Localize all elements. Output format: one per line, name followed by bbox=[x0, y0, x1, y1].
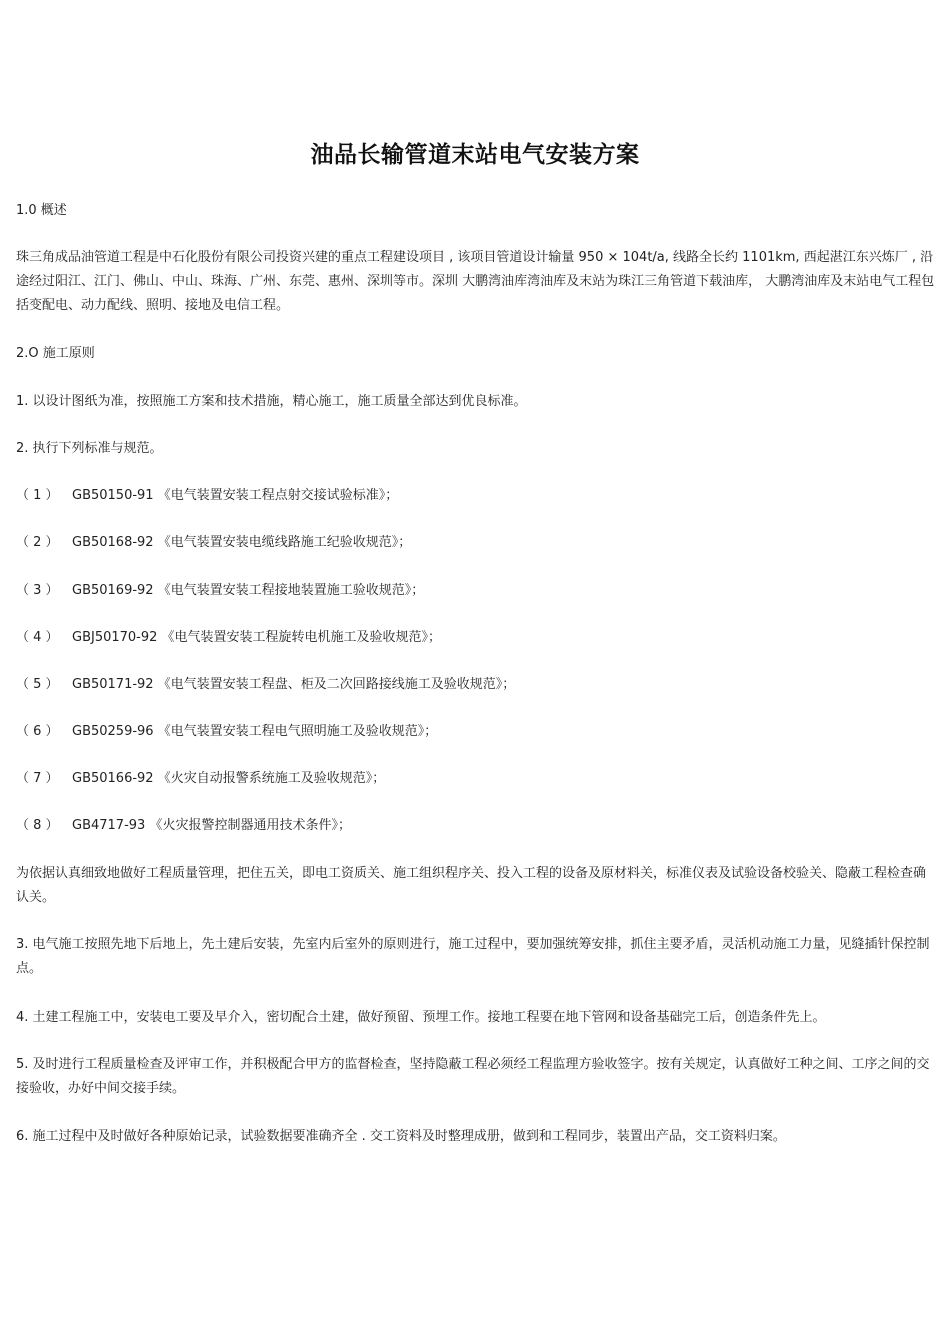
standard-item bbox=[16, 720, 936, 744]
standard-number: （ 2 ） bbox=[16, 535, 59, 550]
standard-number: （ 4 ） bbox=[16, 630, 59, 645]
standard-text: GBJ50170-92 《电气装置安装工程旋转电机施工及验收规范》； bbox=[72, 630, 442, 645]
section-1-body: 珠三角成品油管道工程是中石化股份有限公司投资兴建的重点工程建设项目 , 该项目管道设计输量 950 × 104t/a, 线路全长约 1101km, 西起湛江东兴炼厂 , 沿途经过阳江、江门、佛山、中山、珠海、广州、东莞、惠州、深圳等市。深圳 大鹏湾油库湾油库及末站为珠江三角管道下载油库， 大鹏湾油库及末站电气工程包括变配电、动力配线、照明、接地及电信工程。 bbox=[16, 250, 935, 313]
standard-number: （ 7 ） bbox=[16, 771, 59, 786]
standard-item bbox=[16, 814, 936, 838]
document-title: 油品长输管道末站电气安装方案 bbox=[310, 142, 640, 168]
standard-number: （ 1 ） bbox=[16, 488, 59, 503]
standard-number: （ 3 ） bbox=[16, 583, 59, 598]
quality-management-note: 为依据认真细致地做好工程质量管理，把住五关，即电工资质关、施工组织程序关、投入工程的设备及原材料关，标准仪表及试验设备校验关、隐蔽工程检查确认关。 bbox=[16, 866, 927, 905]
standard-text: GB50171-92 《电气装置安装工程盘、柜及二次回路接线施工及验收规范》； bbox=[72, 677, 516, 692]
section-1-heading: 1.0 概述 bbox=[16, 203, 67, 218]
standard-item bbox=[16, 579, 936, 603]
principle-1: 1. 以设计图纸为准，按照施工方案和技术措施，精心施工，施工质量全部达到优良标准。 bbox=[16, 394, 527, 409]
standard-item bbox=[16, 626, 936, 650]
section-2-heading: 2.O 施工原则 bbox=[16, 346, 95, 361]
standard-number: （ 8 ） bbox=[16, 818, 59, 833]
standard-item bbox=[16, 673, 936, 697]
principle-2: 2. 执行下列标准与规范。 bbox=[16, 441, 163, 456]
standard-text: GB50168-92 《电气装置安装电缆线路施工纪验收规范》； bbox=[72, 535, 412, 550]
principle-4: 4. 土建工程施工中，安装电工要及早介入，密切配合土建，做好预留、预埋工作。接地工程要在地下管网和设备基础完工后，创造条件先上。 bbox=[16, 1010, 826, 1025]
standard-number: （ 5 ） bbox=[16, 677, 59, 692]
standard-number: （ 6 ） bbox=[16, 724, 59, 739]
principle-5: 5. 及时进行工程质量检查及评审工作，并积极配合甲方的监督检查，坚持隐蔽工程必须经工程监理方验收签字。按有关规定，认真做好工种之间、工序之间的交接验收，办好中间交接手续。 bbox=[16, 1057, 930, 1096]
standard-text: GB4717-93 《火灾报警控制器通用技术条件》； bbox=[72, 818, 351, 833]
standard-item bbox=[16, 531, 936, 555]
standard-text: GB50169-92 《电气装置安装工程接地装置施工验收规范》； bbox=[72, 583, 425, 598]
standard-text: GB50259-96 《电气装置安装工程电气照明施工及验收规范》； bbox=[72, 724, 438, 739]
standard-item bbox=[16, 767, 936, 791]
principle-6: 6. 施工过程中及时做好各种原始记录，试验数据要准确齐全 . 交工资料及时整理成册，做到和工程同步，装置出产品，交工资料归案。 bbox=[16, 1129, 786, 1144]
principle-3: 3. 电气施工按照先地下后地上，先土建后安装，先室内后室外的原则进行，施工过程中，要加强统筹安排，抓住主要矛盾，灵活机动施工力量，见缝插针保控制点。 bbox=[16, 937, 930, 976]
standard-text: GB50150-91 《电气装置安装工程点射交接试验标准》； bbox=[72, 488, 399, 503]
standard-item bbox=[16, 484, 936, 508]
standard-text: GB50166-92 《火灾自动报警系统施工及验收规范》； bbox=[72, 771, 386, 786]
